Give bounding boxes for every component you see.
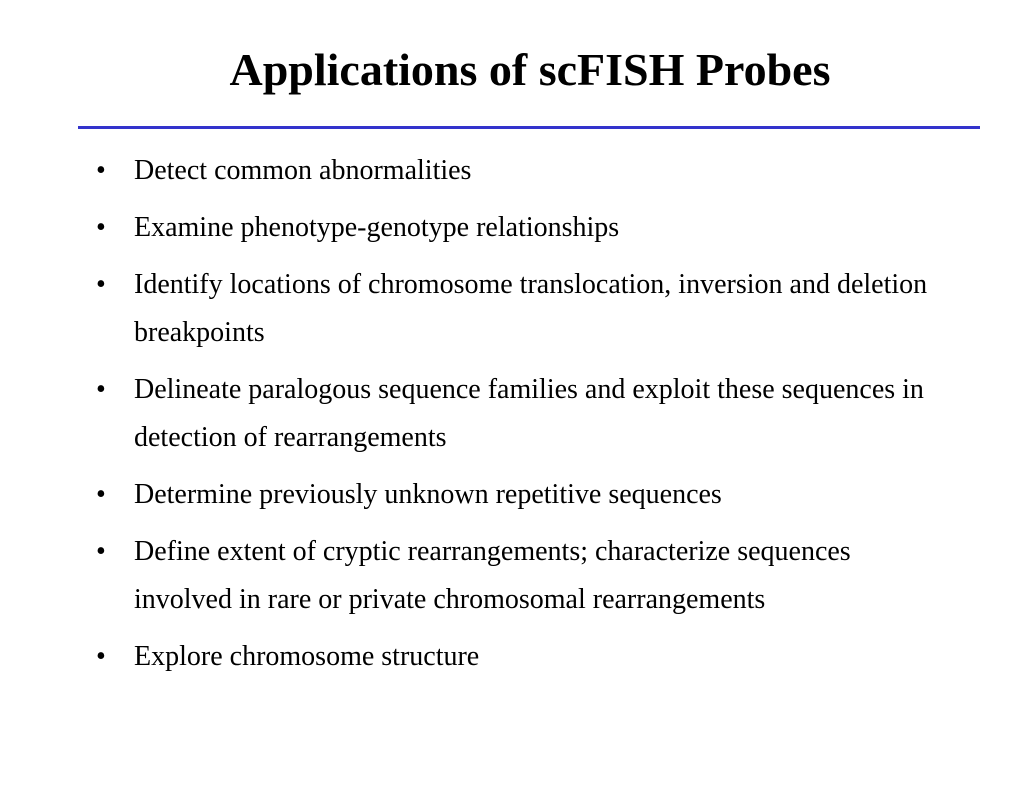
bullet-text: Explore chromosome structure [134,641,480,672]
bullet-item [0,204,1024,252]
bullet-icon: • [96,641,106,672]
title-divider [78,126,980,129]
bullet-list [0,147,1024,690]
bullet-icon: • [96,479,106,510]
bullet-item [0,471,1024,519]
bullet-text: Detect common abnormalities [134,155,472,186]
bullet-icon: • [96,269,106,300]
bullet-item [0,261,1024,357]
bullet-text: Examine phenotype-genotype relationships [134,212,620,243]
bullet-icon: • [96,155,106,186]
bullet-item [0,147,1024,195]
bullet-item [0,633,1024,681]
bullet-icon: • [96,536,106,567]
bullet-item [0,528,1024,624]
bullet-text: Determine previously unknown repetitive sequences [134,479,722,510]
bullet-text: Delineate paralogous sequence families and exploit these sequences in detection of rearrangements [134,374,924,453]
slide-title: Applications of scFISH Probes [229,44,831,95]
bullet-text: Define extent of cryptic rearrangements; characterize sequences involved in rare or private chromosomal rearrangements [134,536,851,615]
bullet-icon: • [96,374,106,405]
bullet-text: Identify locations of chromosome translocation, inversion and deletion breakpoints [134,269,928,348]
bullet-icon: • [96,212,106,243]
bullet-item [0,366,1024,462]
